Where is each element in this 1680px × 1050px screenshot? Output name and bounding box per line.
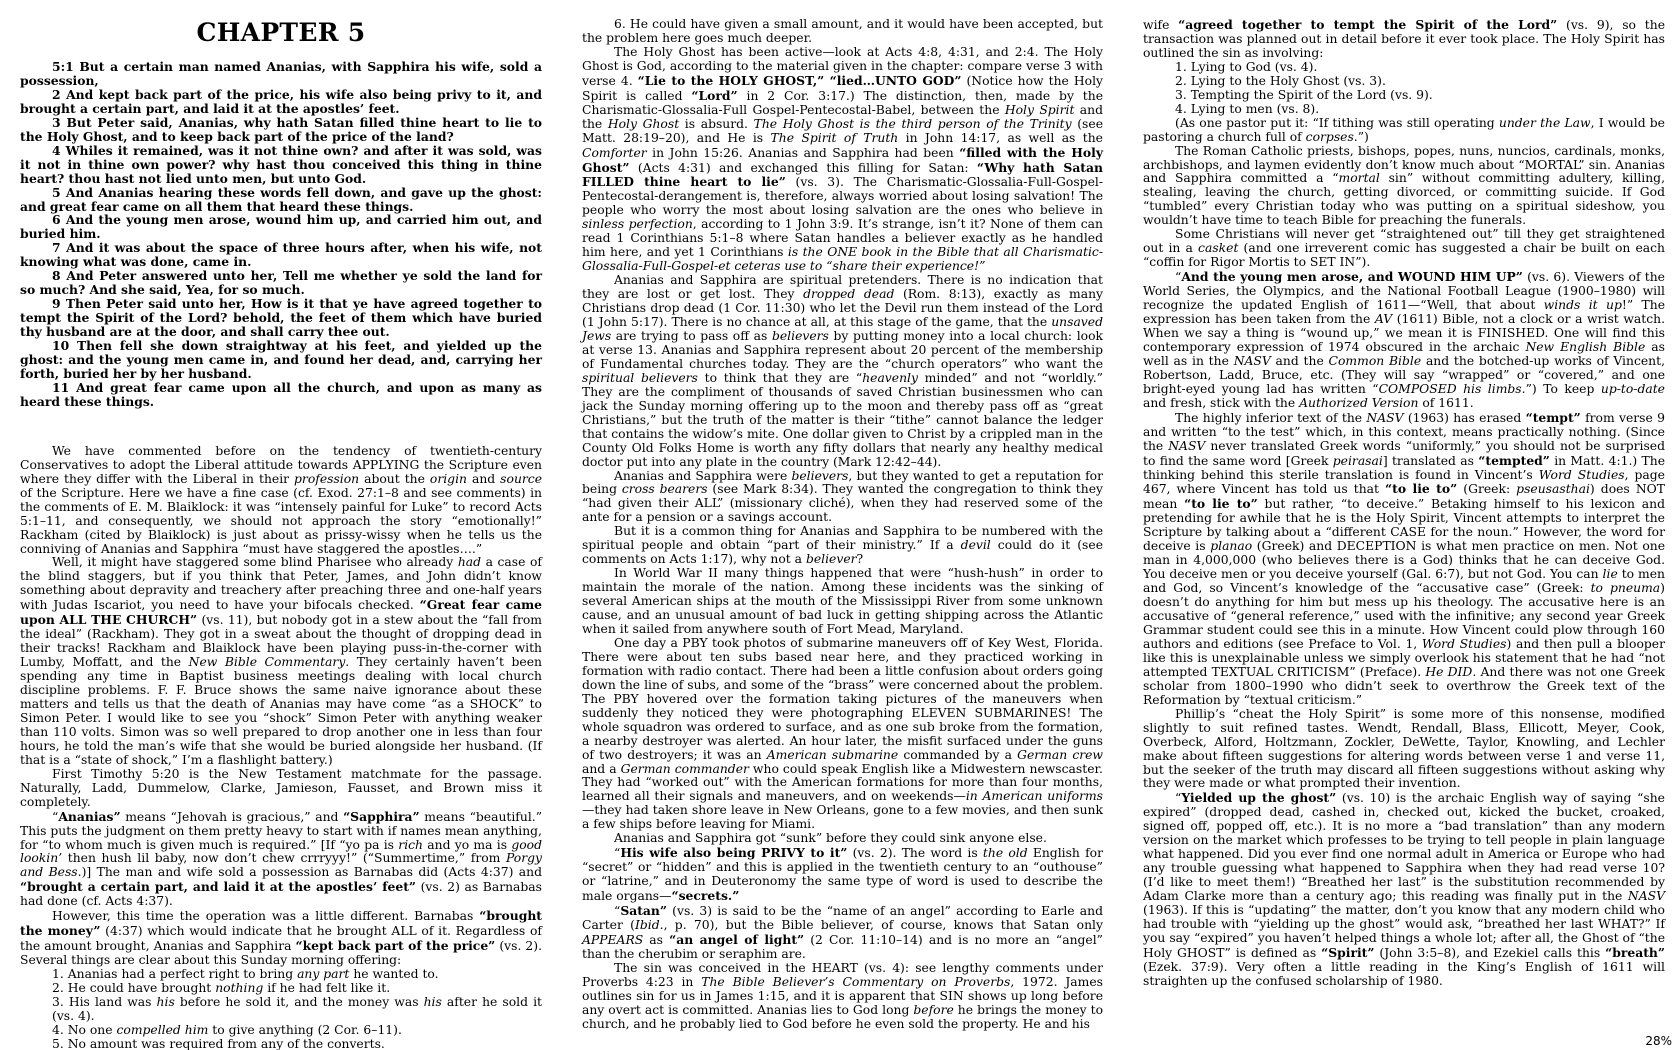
commentary-right — [1143, 145, 1665, 989]
paragraph: “His wife also being PRIVY to it” (vs. 2). The word is the old English for “secret” or “hidden” and this is applied in the twentieth century to an “outhouse” or “latrine,” and in Deuteronomy the same type of word is used to describe the male organs—“secrets.” — [582, 845, 1103, 904]
paragraph: Phillip’s “cheat the Holy Spirit” is some more of this nonsense, modified slightly to suit refined tastes. Wendt, Rendall, Blass, Ellicott, Meyer, Cook, Overbeck, Alford, Holtzmann, Zockler, DeWette, Taylor, Knowling, and Lechler make about fifteen suggestions for altering words between verse 1 and verse 11, but the seeker of the truth may discard all fifteen suggestions without asking why they were made or what prompted their invention. — [1143, 706, 1665, 791]
verse: 9 Then Peter said unto her, How is it that ye have agreed together to tempt the Spirit of the Lord? behold, the feet of them which have buried thy husband are at the door, and shall carry thee out. — [20, 296, 542, 340]
offering-list — [20, 968, 542, 1050]
verse: 2 And kept back part of the price, his wife also being privy to it, and brought a certain part, and laid it at the apostles’ feet. — [20, 86, 542, 116]
spacer — [20, 409, 542, 445]
zoom-level: 28% — [1645, 1034, 1672, 1048]
list-item: 4. No one compelled him to give anything (2 Cor. 6–11). — [52, 1022, 402, 1037]
paragraph: First Timothy 5:20 is the New Testament matchmate for the passage. Naturally, Ladd, Dummelow, Clarke, Jamieson, Fausset, and Brown miss it completely. — [20, 766, 542, 809]
paragraph: We have commented before on the tendency of twentieth-century Conservatives to adopt the Liberal attitude towards APPLYING the Scripture even where they differ with the Liberal in their profession about the origin and source of the Scripture. Here we have a fine case (cf. Exod. 27:1–8 and see comments) in the comments of E. M. Blaiklock: it was “intensely painful for Luke” to record Acts 5:1–11, and consequently, we should not approach the story “emotionally!” Rackham (cited by Blaiklock) is just about as prissy-wissy when he tells us the conniving of Ananias and Sapphira “must have staggered the apostles….” — [20, 443, 543, 556]
list-item: 4. Lying to men (vs. 8). — [1175, 101, 1320, 116]
list-item: 1. Lying to God (vs. 4). — [1175, 59, 1318, 74]
paragraph: In World War II many things happened that were “hush-hush” in order to maintain the morale of the nation. Among these incidents was the sinking of several American ships at the mouth of the Mississippi River from some unknown cause, and an unusual amount of bad luck in getting shipping across the Atlantic when it sailed from anywhere south of Fort Mead, Maryland. — [582, 566, 1103, 636]
paragraph: Ananias and Sapphira were believers, but they wanted to get a reputation for being cross bearers (see Mark 8:34). They wanted the congregation to think they “had given their ALL” (missionary cliché), when they had reserved some of the ante for a pension or a savings account. — [582, 468, 1104, 525]
paragraph: “Ananias” means “Jehovah is gracious,” and “Sapphira” means “beautiful.” This puts the judgment on them pretty heavy to start with if names mean anything, for “to whom much is given much is required.” [If “yo pa is rich and yo ma is good lookin’ then hush lil baby, now don’t chew crrryyy!” (“Summertime,” from Porgy and Bess.)] The man and wife sold a possession as Barnabas did (Acts 4:37) and “brought a certain part, and laid it at the apostles’ feet” (vs. 2) as Barnabas had done (cf. Acts 4:37). — [20, 808, 543, 909]
commentary-left — [20, 445, 542, 968]
verse: 8 And Peter answered unto her, Tell me whether ye sold the land for so much? And she said, Yea, for so much. — [20, 268, 542, 298]
verse: 4 Whiles it remained, was it not thine own? and after it was sold, was it not in thine own power? why hast thou conceived this thing in thine heart? thou hast not lied unto men, but unto God. — [20, 142, 542, 186]
paragraph: Some Christians will never get “straightened out” till they get straightened out in a casket (and one irreverent comic has suggested a chair be built on each “coffin for Rigor Mortis to SET IN”). — [1143, 227, 1666, 270]
paragraph: The Roman Catholic priests, bishops, popes, nuns, nuncios, cardinals, monks, archbishops, and laymen evidently don’t know much about “MORTAL” sin. Ananias and Sapphira committed a “mortal sin” without committing adultery, killing, stealing, leaving the church, getting divorced, or committing suicide. If God “tumbled” every Christian today who was putting on a spiritual sideshow, you wouldn’t have time to teach Bible for preaching the funerals. — [1143, 143, 1665, 228]
list-item: 2. Lying to the Holy Ghost (vs. 3). — [1175, 73, 1386, 88]
aside-note: (As one pastor put it: “If tithing was still operating under the Law, I would be pastoring a church full of corpses.”) — [1143, 115, 1665, 144]
paragraph: The sin was conceived in the HEART (vs. 4): see lengthy comments under Proverbs 4:23 in The Bible Believer’s Commentary on Proverbs, 1972. James outlines sin for us in James 1:15, and it is apparent that SIN shows up long before any overt act is committed. Ananias lies to God long before he brings the money to church, and he probably lied to God before he even sold the property. He and his — [582, 960, 1103, 1031]
list-item: 3. Tempting the Spirit of the Lord (vs. 9). — [1175, 87, 1433, 102]
paragraph: 6. He could have given a small amount, and it would have been accepted, but the problem here goes much deeper. — [582, 17, 1103, 45]
paragraph: But it is a common thing for Ananias and Sapphira to be numbered with the spiritual people and obtain “part of their ministry.” If a devil could do it (see comments on Acts 1:17), why not a believer? — [582, 524, 1103, 567]
verse: 5:1 But a certain man named Ananias, with Sapphira his wife, sold a possession, — [20, 59, 542, 88]
paragraph: Well, it might have staggered some blind Pharisee who already had a case of the blind staggers, but if you think that Peter, James, and John didn’t know something about depravity and treachery after preaching three and one-half years with Judas Iscariot, you need to have your bifocals checked. “Great fear came upon ALL THE CHURCH” (vs. 11), but nobody got in a stew about the “fall from the ideal” (Rackham). They got in a sweat about the thought of dropping dead in their tracks! Rackham and Blaiklock have been playing puss-in-the-corner with Lumby, Moffatt, and the New Bible Commentary. They certainly haven’t been spending any time in Baptist business meetings dealing with local church discipline problems. F. F. Bruce shows the same naive ignorance about these matters and tells us that the death of Ananias may have come “as a SHOCK” to Simon Peter. I would like to see you “shock” Simon Peter with anything weaker than 110 volts. Simon was so well prepared to drop another one in less than four hours, he told the man’s wife that she would be buried alongside her husband. (If that is a “state of shock,” I’m a flashlight battery.) — [20, 555, 543, 767]
verse-block — [20, 60, 542, 409]
sin-list — [1143, 61, 1665, 117]
paragraph: One day a PBY took photos of submarine maneuvers off of Key West, Florida. There were about ten subs based near here, and they practiced working in formation with radio contact. There had been a little confusion about orders going down the line of subs, and some of the “brass” were concerned about the problem. The PBY hovered over the formation taking pictures of the maneuvers when suddenly they noticed they were photographing ELEVEN SUBMARINES! The whole squadron was ordered to surface, and as one sub broke from the formation, a nearby destroyer was alerted. An hour later, the misfit surfaced under the guns of two destroyers; it was an American submarine commanded by a German crew and a German commander who could speak English like a Midwestern newscaster. They had “worked out” with the American formations for more than four months, learned all their signals and maneuvers, and on weekends—in American uniforms—they had taken shore leave in New Orleans, gone to a few movies, and then sunk a few ships before leaving for Miami. — [582, 635, 1104, 832]
verse: 11 And great fear came upon all the church, and upon as many as heard these things. — [20, 379, 542, 409]
list-item: 5. No amount was required from any of the converts. — [52, 1036, 385, 1050]
paragraph: However, this time the operation was a little different. Barnabas “brought the money” (4:37) which would indicate that he brought ALL of it. Regardless of the amount brought, Ananias and Sapphira “kept back part of the price” (vs. 2). Several things are clear about this Sunday morning offering: — [20, 908, 542, 968]
verse: 10 Then fell she down straightway at his feet, and yielded up the ghost: and the young men came in, and found her dead, and, carrying her forth, buried her by her husband. — [20, 338, 542, 381]
verse: 6 And the young men arose, wound him up, and carried him out, and buried him. — [20, 212, 542, 242]
list-item: 1. Ananias had a perfect right to bring any part he wanted to. — [52, 967, 439, 982]
list-item: 2. He could have brought nothing if he had felt like it. — [52, 981, 391, 996]
paragraph: “Satan” (vs. 3) is said to be the “name of an angel” according to Earle and Carter (Ibid., p. 70), but the Bible believer, of course, knows that Satan only APPEARS as “an angel of light” (2 Cor. 11:10–14) and is no more an “angel” than the cherubim or seraphim are. — [582, 903, 1103, 961]
paragraph: “Yielded up the ghost” (vs. 10) is the archaic English way of saying “she expired” (dropped dead, cashed in, checked out, kicked the bucket, croaked, signed off, popped off, etc.). It is no more a “bad translation” than any modern version on the market which professes to be trying to tell people in plain language what happened. Did you ever find one normal adult in America or Europe who had any trouble guessing what happened to Sapphira when they had read verse 10? (I’d like to meet them!) “Breathed her last” is the substitution recommended by Adam Clarke more than a century ago; this reading was finally put in the NASV (1963). If this is “updating” the matter, don’t you know that any modern child who had trouble with “yielding up the ghost” would ask, “breathed her last WHAT?” If you say “expired” you haven’t helped things a whole lot; after all, the Ghost of “the Holy GHOST” is defined as “Spirit” (John 3:5–8), and Ezekiel calls this “breath” (Ezek. 37:9). Very often a little reading in the King’s English of 1611 will straighten up the confused scholarship of 1980. — [1143, 790, 1665, 988]
paragraph: “And the young men arose, and WOUND HIM UP” (vs. 6). Viewers of the World Series, the Olympics, and the National Football League (1900–1980) will recognize the updated English of 1611—“Well, that about winds it up!” The expression has been taken from the AV (1611) Bible, not a clock or a wrist watch. When we say a thing is “wound up,” we mean it is FINISHED. One will find this contemporary expression of 1974 obscured in the archaic New English Bible as well as in the NASV and the Common Bible and the botched-up works of Vincent, Robertson, Ladd, Bruce, etc. (They will say “wrapped” or “covered,” and one bright-eyed young lad has written “COMPOSED his limbs.”) To keep up-to-date and fresh, stick with the Authorized Version of 1611. — [1143, 269, 1666, 410]
paragraph: Ananias and Sapphira are spiritual pretenders. There is no indication that they are lost or get lost. They dropped dead (Rom. 8:13), exactly as many Christians drop dead (1 Cor. 11:30) who let the Devil run them instead of the Lord (1 John 5:17). There is no chance at all, at this stage of the game, that the unsaved Jews are trying to pass off as believers by putting money into a local church: look at verse 13. Ananias and Sapphira represent about 20 percent of the membership of Fundamental churches today. They are the “church operators” who want the spiritual believers to think that they are “heavenly minded” and not “worldly.” They are the compliment of thousands of saved Christian businessmen who can jack the Sunday morning offering up to the moon and thereby pass off as “great Christians,” but the truth of the matter is their “tithe” cannot balance the ledger that contains the widow’s mite. One dollar given to Christ by a crippled man in the County Old Folks Home is worth any fifty dollars that nearly any healthy medical doctor put into any plate in the country (Mark 12:42–44). — [582, 273, 1103, 469]
paragraph: The Holy Ghost has been active—look at Acts 4:8, 4:31, and 2:4. The Holy Ghost is God, according to the material given in the chapter: compare verse 3 with verse 4. “Lie to the HOLY GHOST,” “lied…UNTO GOD” (Notice how the Holy Spirit is called “Lord” in 2 Cor. 3:17.) The distinction, then, made by the Charismatic-Glossalia-Full Gospel-Pentecostal-Babel, between the Holy Spirit and the Holy Ghost is absurd. The Holy Ghost is the third person of the Trinity (see Matt. 28:19–20), and He is The Spirit of Truth in John 14:17, as well as the Comforter in John 15:26. Ananias and Sapphira had been “filled with the Holy Ghost” (Acts 4:31) and exchanged this filling for Satan: “Why hath Satan FILLED thine heart to lie” (vs. 3). The Charismatic-Glossalia-Full-Gospel-Pentecostal-derangement is, therefore, always worried about losing salvation! The people who worry the most about losing salvation are the ones who believe in sinless perfection, according to 1 John 3:9. It’s strange, isn’t it? None of them can read 1 Corinthians 5:1–8 where Satan handles a believer exactly as he handled him here, and yet 1 Corinthians is the ONE book in the Bible that all Charismatic-Glossalia-Full-Gospel-et ceteras use to “share their experience!” — [582, 44, 1104, 274]
paragraph: wife “agreed together to tempt the Spirit of the Lord” (vs. 9), so the transaction was planned out in detail before it ever took place. The Holy Spirit has outlined the sin as involving: — [1143, 17, 1665, 60]
verse: 3 But Peter said, Ananias, why hath Satan filled thine heart to lie to the Holy Ghost, and to keep back part of the price of the land? — [20, 114, 542, 144]
verse: 7 And it was about the space of three hours after, when his wife, not knowing what was done, came in. — [20, 240, 542, 270]
column-left — [20, 18, 542, 1050]
chapter-title: CHAPTER 5 — [196, 18, 366, 47]
column-right — [1143, 18, 1665, 989]
paragraph: The highly inferior text of the NASV (1963) has erased “tempt” from verse 9 and written “to the test” which, in this context, means practically nothing. (Since the NASV never translated Greek words “uniformly,” you should not be surprised to find the same word [Greek peirasai] translated as “tempted” in Matt. 4:1.) The thinking behind this sterile translation is found in Vincent’s Word Studies, page 467, where Vincent has told us that “to lie to” (Greek: pseusasthai) does NOT mean “to lie to” but rather, “to deceive.” Betaking himself to his lexicon and pretending for awhile that he is the Holy Spirit, Vincent attempts to interpret the Scripture by talking about a “different CASE for the noun.” However, the word for deceive is planao (Greek) and DECEPTION is what men practice on men. Not one man in 4,000,000 (who believes there is a God) thinks that he can deceive God. You deceive men or you deceive yourself (Gal. 6:7), but not God. You can lie to men and God, so Vincent’s knowledge of the “accusative case” (Greek: to pneuma) doesn’t do anything for him but mess up his theology. The accusative here is an accusative of “general reference,” used with the infinitive; any second year Greek Grammar student could see this in a minute. How Vincent could plow through 160 authors and editions (see Preface to Vol. 1, Word Studies) and then pull a blooper like this is unexplainable unless we simply overlook his statement that he had “not attempted TEXTUAL CRITICISM” (Preface). He DID. And there was not one Greek scholar from 1800–1990 who didn’t seek to overthrow the Greek text of the Reformation by “textual criticism.” — [1143, 409, 1666, 707]
column-middle — [582, 18, 1103, 1032]
paragraph: Ananias and Sapphira got “sunk” before they could sink anyone else. — [614, 831, 1047, 846]
commentary-middle — [582, 18, 1103, 1032]
verse: 5 And Ananias hearing these words fell down, and gave up the ghost: and great fear came on all them that heard these things. — [20, 184, 542, 214]
list-item: 3. His land was his before he sold it, and the money was his after he sold it (vs. 4). — [52, 995, 543, 1023]
